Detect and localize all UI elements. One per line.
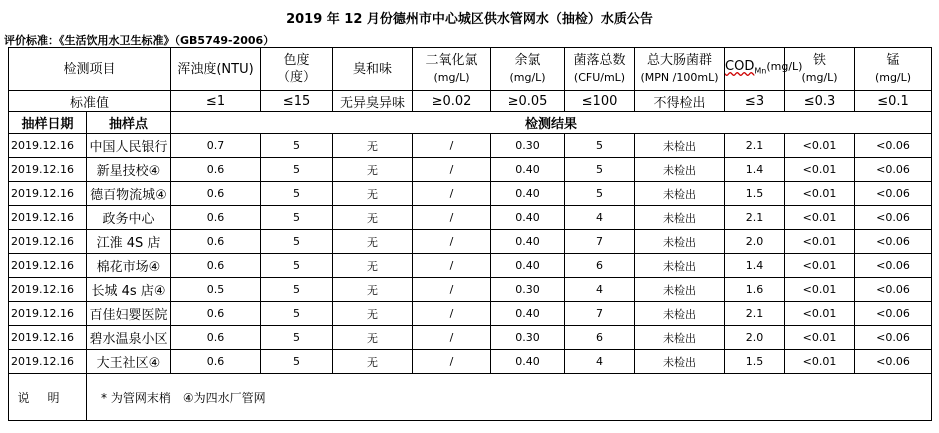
result-cell: 2.0 [725, 326, 785, 350]
sample-site: 政务中心 [87, 206, 171, 230]
subheader-site: 抽样点 [87, 112, 171, 134]
standard-value: ≥0.05 [491, 91, 565, 112]
standard-value: ≤0.3 [785, 91, 855, 112]
result-cell: <0.06 [855, 182, 932, 206]
result-cell: 无 [333, 134, 413, 158]
result-cell: <0.06 [855, 230, 932, 254]
sample-site: 中国人民银行 [87, 134, 171, 158]
result-cell: <0.06 [855, 158, 932, 182]
sample-site: 大王社区④ [87, 350, 171, 374]
result-cell: 未检出 [635, 206, 725, 230]
result-cell: 无 [333, 278, 413, 302]
result-cell: 无 [333, 254, 413, 278]
result-cell: 0.6 [171, 326, 261, 350]
header-chlorine-dioxide-unit: (mg/L) [433, 71, 470, 84]
header-row [9, 48, 932, 91]
result-cell: 5 [261, 278, 333, 302]
result-cell: / [413, 350, 491, 374]
sample-site: 新星技校④ [87, 158, 171, 182]
header-residual-chlorine-label: 余氯 [514, 53, 541, 68]
result-cell: / [413, 302, 491, 326]
result-cell: 4 [565, 278, 635, 302]
standard-value: ≤100 [565, 91, 635, 112]
result-cell: 6 [565, 254, 635, 278]
standard-value: ≤15 [261, 91, 333, 112]
result-cell: 未检出 [635, 254, 725, 278]
header-color-label: 色度 [283, 53, 310, 68]
result-cell: 0.6 [171, 206, 261, 230]
result-cell: 1.5 [725, 182, 785, 206]
note-text: * 为管网末梢 ④为四水厂管网 [87, 374, 932, 421]
result-cell: 无 [333, 206, 413, 230]
result-cell: <0.01 [785, 206, 855, 230]
result-cell: 0.30 [491, 278, 565, 302]
result-cell: <0.01 [785, 158, 855, 182]
result-cell: 0.6 [171, 230, 261, 254]
result-cell: 5 [565, 134, 635, 158]
result-cell: 4 [565, 350, 635, 374]
result-cell: <0.01 [785, 326, 855, 350]
table-row [9, 134, 932, 158]
header-cod [725, 48, 803, 91]
header-coliform [635, 48, 725, 91]
header-iron-unit: (mg/L) [801, 71, 838, 84]
result-cell: 7 [565, 230, 635, 254]
result-cell: <0.06 [855, 206, 932, 230]
evaluation-criteria: 评价标准：《生活饮用水卫生标准》（GB5749-2006） [4, 34, 275, 47]
result-cell: 未检出 [635, 182, 725, 206]
result-cell: 未检出 [635, 158, 725, 182]
header-manganese [855, 48, 932, 91]
header-cod-unit: (mg/L) [766, 60, 803, 74]
table-row [9, 158, 932, 182]
sample-site: 百佳妇婴医院 [87, 302, 171, 326]
result-cell: 1.4 [725, 254, 785, 278]
result-cell: 5 [261, 230, 333, 254]
result-cell: <0.01 [785, 350, 855, 374]
result-cell: / [413, 230, 491, 254]
sample-date: 2019.12.16 [9, 134, 87, 158]
table-row [9, 182, 932, 206]
result-cell: 未检出 [635, 134, 725, 158]
result-cell: 5 [261, 302, 333, 326]
header-item: 检测项目 [9, 48, 171, 91]
sample-date: 2019.12.16 [9, 326, 87, 350]
result-cell: 5 [261, 350, 333, 374]
result-cell: 0.6 [171, 254, 261, 278]
standard-row [9, 91, 932, 112]
result-cell: / [413, 158, 491, 182]
header-chlorine-dioxide [413, 48, 491, 91]
result-cell: 5 [261, 326, 333, 350]
subheader-date: 抽样日期 [9, 112, 87, 134]
result-cell: 无 [333, 230, 413, 254]
result-cell: 2.1 [725, 302, 785, 326]
result-cell: <0.01 [785, 134, 855, 158]
result-cell: 5 [261, 182, 333, 206]
table-row [9, 302, 932, 326]
result-cell: / [413, 206, 491, 230]
header-coliform-label: 总大肠菌群 [647, 53, 713, 68]
header-odor: 臭和味 [333, 48, 413, 91]
result-cell: 0.40 [491, 230, 565, 254]
result-cell: <0.01 [785, 230, 855, 254]
header-color [261, 48, 333, 91]
table-row [9, 278, 932, 302]
result-cell: 0.30 [491, 134, 565, 158]
table-row [9, 326, 932, 350]
header-turbidity: 浑浊度(NTU) [171, 48, 261, 91]
result-cell: 0.40 [491, 158, 565, 182]
sample-site: 碧水温泉小区 [87, 326, 171, 350]
sample-date: 2019.12.16 [9, 230, 87, 254]
header-chlorine-dioxide-label: 二氧化氯 [425, 53, 478, 68]
result-cell: <0.01 [785, 254, 855, 278]
result-cell: 无 [333, 302, 413, 326]
result-cell: 0.30 [491, 326, 565, 350]
standard-value: 无异臭异味 [333, 91, 413, 112]
result-cell: <0.01 [785, 182, 855, 206]
note-row [9, 374, 932, 421]
header-color-unit: （度） [277, 70, 317, 85]
sample-date: 2019.12.16 [9, 158, 87, 182]
result-cell: 0.6 [171, 350, 261, 374]
table-row [9, 254, 932, 278]
result-cell: / [413, 182, 491, 206]
standard-value: ≤1 [171, 91, 261, 112]
header-residual-chlorine [491, 48, 565, 91]
result-cell: <0.06 [855, 326, 932, 350]
header-colony [565, 48, 635, 91]
sample-date: 2019.12.16 [9, 302, 87, 326]
header-cod-sub: Mn [754, 66, 767, 76]
result-cell: <0.06 [855, 302, 932, 326]
header-manganese-unit: (mg/L) [874, 71, 912, 84]
result-cell: 0.40 [491, 182, 565, 206]
result-cell: 未检出 [635, 326, 725, 350]
result-cell: 0.40 [491, 254, 565, 278]
sample-date: 2019.12.16 [9, 206, 87, 230]
sample-site: 德百物流城④ [87, 182, 171, 206]
note-label: 说明 [9, 374, 87, 421]
result-cell: 4 [565, 206, 635, 230]
header-coliform-unit: (MPN /100mL) [640, 71, 719, 84]
header-manganese-label: 锰 [886, 53, 900, 68]
result-cell: / [413, 254, 491, 278]
result-cell: 2.0 [725, 230, 785, 254]
result-cell: 0.40 [491, 350, 565, 374]
result-cell: 5 [565, 182, 635, 206]
standard-value: ≥0.02 [413, 91, 491, 112]
sample-date: 2019.12.16 [9, 254, 87, 278]
result-cell: <0.06 [855, 278, 932, 302]
standard-value: 不得检出 [635, 91, 725, 112]
result-cell: 未检出 [635, 278, 725, 302]
table-row [9, 230, 932, 254]
result-cell: 0.6 [171, 302, 261, 326]
result-cell: 无 [333, 326, 413, 350]
result-cell: 无 [333, 182, 413, 206]
page-title: 2019 年 12 月份德州市中心城区供水管网水（抽检）水质公告 [286, 12, 653, 27]
sample-date: 2019.12.16 [9, 182, 87, 206]
result-cell: <0.01 [785, 302, 855, 326]
result-cell: 5 [261, 158, 333, 182]
header-colony-unit: (CFU/mL) [573, 71, 626, 84]
result-cell: <0.06 [855, 254, 932, 278]
result-cell: <0.06 [855, 350, 932, 374]
table-row [9, 350, 932, 374]
header-cod-label: COD [725, 59, 755, 75]
result-cell: <0.01 [785, 278, 855, 302]
sample-site: 江淮 4S 店 [87, 230, 171, 254]
result-cell: 5 [261, 254, 333, 278]
sample-date: 2019.12.16 [9, 350, 87, 374]
result-cell: 6 [565, 326, 635, 350]
sample-date: 2019.12.16 [9, 278, 87, 302]
result-cell: 5 [565, 158, 635, 182]
result-cell: 无 [333, 158, 413, 182]
result-cell: 未检出 [635, 230, 725, 254]
result-cell: 1.4 [725, 158, 785, 182]
result-cell: 2.1 [725, 206, 785, 230]
result-cell: 0.40 [491, 302, 565, 326]
standard-label: 标准值 [9, 91, 171, 112]
sample-site: 棉花市场④ [87, 254, 171, 278]
result-cell: 5 [261, 206, 333, 230]
result-cell: 0.6 [171, 182, 261, 206]
result-cell: 0.5 [171, 278, 261, 302]
result-cell: 0.40 [491, 206, 565, 230]
result-cell: / [413, 134, 491, 158]
result-cell: / [413, 326, 491, 350]
subheader-row [9, 112, 932, 134]
sample-site: 长城 4s 店④ [87, 278, 171, 302]
result-cell: 0.6 [171, 158, 261, 182]
result-cell: 未检出 [635, 350, 725, 374]
header-residual-chlorine-unit: (mg/L) [509, 71, 546, 84]
result-cell: <0.06 [855, 134, 932, 158]
result-cell: 无 [333, 350, 413, 374]
header-iron-label: 铁 [813, 53, 827, 68]
header-colony-label: 菌落总数 [573, 53, 626, 68]
standard-value: ≤0.1 [855, 91, 932, 112]
result-cell: 1.6 [725, 278, 785, 302]
water-quality-table [8, 47, 932, 421]
standard-value: ≤3 [725, 91, 785, 112]
result-cell: 5 [261, 134, 333, 158]
result-cell: 1.5 [725, 350, 785, 374]
result-cell: 0.7 [171, 134, 261, 158]
table-row [9, 206, 932, 230]
result-cell: 7 [565, 302, 635, 326]
result-cell: 未检出 [635, 302, 725, 326]
subheader-results: 检测结果 [171, 112, 932, 134]
result-cell: 2.1 [725, 134, 785, 158]
result-cell: / [413, 278, 491, 302]
